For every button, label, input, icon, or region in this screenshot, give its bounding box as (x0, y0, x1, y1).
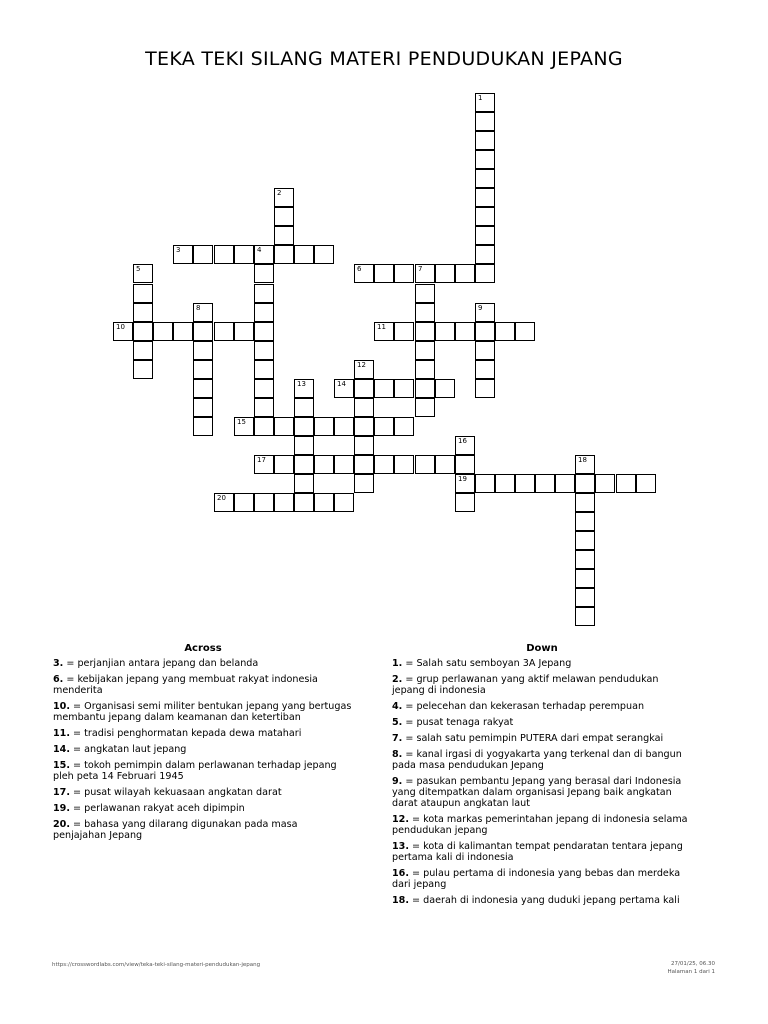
grid-cell[interactable] (334, 417, 354, 436)
grid-cell[interactable] (334, 379, 354, 398)
grid-cell[interactable] (455, 455, 475, 474)
grid-cell[interactable] (435, 379, 455, 398)
grid-cell[interactable] (475, 169, 495, 188)
grid-cell[interactable] (435, 322, 455, 341)
grid-cell[interactable] (274, 455, 294, 474)
grid-cell[interactable] (415, 379, 435, 398)
grid-cell[interactable] (254, 417, 274, 436)
grid-cell[interactable] (354, 436, 374, 455)
across-clue (53, 658, 353, 669)
across-clue (53, 701, 353, 723)
grid-cell[interactable] (575, 588, 595, 607)
grid-cell[interactable] (415, 398, 435, 417)
grid-cell[interactable] (274, 188, 294, 207)
grid-cell[interactable] (374, 455, 394, 474)
grid-cell[interactable] (374, 379, 394, 398)
grid-cell[interactable] (616, 474, 636, 493)
clue-start-number: 5 (136, 265, 141, 273)
grid-cell[interactable] (354, 455, 374, 474)
across-clue (53, 760, 353, 782)
grid-cell[interactable] (133, 341, 153, 360)
grid-cell[interactable] (575, 607, 595, 626)
grid-cell[interactable] (274, 226, 294, 245)
grid-cell[interactable] (354, 379, 374, 398)
footer-meta (630, 960, 715, 976)
clue-number: 11. (53, 728, 70, 739)
grid-cell[interactable] (475, 379, 495, 398)
down-clue (392, 749, 692, 771)
grid-cell[interactable] (475, 131, 495, 150)
clue-number: 4. (392, 701, 403, 712)
grid-cell[interactable] (294, 417, 314, 436)
clue-text: = daerah di indonesia yang duduki jepang pertama kali (409, 895, 680, 906)
grid-cell[interactable] (214, 322, 234, 341)
grid-cell[interactable] (475, 474, 495, 493)
grid-cell[interactable] (234, 493, 254, 512)
across-heading: Across (184, 643, 222, 654)
grid-cell[interactable] (254, 303, 274, 322)
grid-cell[interactable] (475, 150, 495, 169)
across-clue (53, 803, 353, 814)
clue-start-number: 9 (478, 304, 483, 312)
clue-text: = pasukan pembantu Jepang yang berasal dari Indonesia yang ditempatkan dalam organisasi Jepang baik angkatan darat ataupun angkatan laut (392, 776, 682, 809)
down-clue (392, 841, 692, 863)
grid-cell[interactable] (475, 112, 495, 131)
grid-cell[interactable] (394, 417, 414, 436)
clue-start-number: 12 (357, 361, 366, 369)
clue-start-number: 8 (196, 304, 201, 312)
grid-cell[interactable] (475, 226, 495, 245)
grid-cell[interactable] (274, 207, 294, 226)
grid-cell[interactable] (254, 284, 274, 303)
clue-number: 15. (53, 760, 70, 771)
grid-cell[interactable] (254, 360, 274, 379)
grid-cell[interactable] (193, 341, 213, 360)
grid-cell[interactable] (274, 417, 294, 436)
grid-cell[interactable] (535, 474, 555, 493)
clue-text: = tradisi penghormatan kepada dewa matahari (70, 728, 302, 739)
across-clue (53, 674, 353, 696)
clue-start-number: 1 (478, 94, 483, 102)
grid-cell[interactable] (294, 398, 314, 417)
grid-cell[interactable] (254, 398, 274, 417)
clue-text: = pusat tenaga rakyat (402, 717, 514, 728)
down-clue (392, 895, 692, 906)
clue-start-number: 4 (257, 246, 262, 254)
grid-cell[interactable] (193, 417, 213, 436)
grid-cell[interactable] (234, 322, 254, 341)
grid-cell[interactable] (415, 341, 435, 360)
grid-cell[interactable] (575, 531, 595, 550)
grid-cell[interactable] (254, 493, 274, 512)
grid-cell[interactable] (394, 379, 414, 398)
clue-number: 7. (392, 733, 403, 744)
clue-start-number: 14 (337, 380, 346, 388)
grid-cell[interactable] (173, 322, 193, 341)
grid-cell[interactable] (374, 417, 394, 436)
clue-text: = pulau pertama di indonesia yang bebas dan merdeka dari jepang (392, 868, 681, 890)
grid-cell[interactable] (294, 493, 314, 512)
grid-cell[interactable] (415, 322, 435, 341)
grid-cell[interactable] (575, 550, 595, 569)
clue-text: = kota di kalimantan tempat pendaratan tentara jepang pertama kali di indonesia (392, 841, 683, 863)
grid-cell[interactable] (455, 264, 475, 283)
grid-cell[interactable] (193, 379, 213, 398)
grid-cell[interactable] (133, 360, 153, 379)
clue-start-number: 20 (217, 494, 226, 502)
grid-cell[interactable] (475, 264, 495, 283)
clue-number: 1. (392, 658, 403, 669)
clue-text: = grup perlawanan yang aktif melawan pendudukan jepang di indonesia (392, 674, 659, 696)
grid-cell[interactable] (254, 379, 274, 398)
grid-cell[interactable] (415, 455, 435, 474)
grid-cell[interactable] (354, 398, 374, 417)
grid-cell[interactable] (254, 264, 274, 283)
grid-cell[interactable] (193, 303, 213, 322)
grid-cell[interactable] (455, 436, 475, 455)
clue-text: = salah satu pemimpin PUTERA dari empat serangkai (402, 733, 664, 744)
clue-number: 3. (53, 658, 64, 669)
grid-cell[interactable] (475, 93, 495, 112)
grid-cell[interactable] (133, 303, 153, 322)
down-heading: Down (526, 643, 558, 654)
grid-cell[interactable] (374, 322, 394, 341)
clue-number: 12. (392, 814, 409, 825)
grid-cell[interactable] (435, 455, 455, 474)
grid-cell[interactable] (575, 455, 595, 474)
grid-cell[interactable] (214, 245, 234, 264)
grid-cell[interactable] (636, 474, 656, 493)
footer-datetime: 27/01/25, 06.30 (671, 961, 715, 967)
down-clue (392, 701, 692, 712)
down-clues (392, 643, 692, 911)
grid-cell[interactable] (234, 417, 254, 436)
grid-cell[interactable] (294, 474, 314, 493)
grid-cell[interactable] (575, 474, 595, 493)
grid-cell[interactable] (394, 455, 414, 474)
grid-cell[interactable] (354, 264, 374, 283)
grid-cell[interactable] (394, 322, 414, 341)
grid-cell[interactable] (314, 493, 334, 512)
grid-cell[interactable] (475, 322, 495, 341)
grid-cell[interactable] (193, 245, 213, 264)
grid-cell[interactable] (254, 322, 274, 341)
grid-cell[interactable] (274, 493, 294, 512)
clue-start-number: 16 (458, 437, 467, 445)
clue-start-number: 13 (297, 380, 306, 388)
clue-number: 13. (392, 841, 409, 852)
grid-cell[interactable] (455, 474, 475, 493)
grid-cell[interactable] (495, 322, 515, 341)
clue-text: = kota markas pemerintahan jepang di indonesia selama pendudukan jepang (392, 814, 688, 836)
grid-cell[interactable] (314, 417, 334, 436)
clue-text: = angkatan laut jepang (70, 744, 187, 755)
grid-cell[interactable] (294, 245, 314, 264)
grid-cell[interactable] (475, 245, 495, 264)
clue-text: = Organisasi semi militer bentukan jepang yang bertugas membantu jepang dalam keamanan dan ketertiban (53, 701, 352, 723)
grid-cell[interactable] (294, 436, 314, 455)
grid-cell[interactable] (415, 264, 435, 283)
clue-start-number: 15 (237, 418, 246, 426)
across-clues (53, 643, 353, 846)
clue-number: 20. (53, 819, 70, 830)
clue-start-number: 2 (277, 189, 282, 197)
grid-cell[interactable] (475, 360, 495, 379)
across-clue (53, 744, 353, 755)
down-clue (392, 658, 692, 669)
grid-cell[interactable] (455, 493, 475, 512)
clue-start-number: 10 (116, 323, 125, 331)
clue-number: 16. (392, 868, 409, 879)
grid-cell[interactable] (193, 322, 213, 341)
grid-cell[interactable] (214, 493, 234, 512)
grid-cell[interactable] (334, 493, 354, 512)
grid-cell[interactable] (254, 245, 274, 264)
grid-cell[interactable] (415, 303, 435, 322)
down-clue (392, 733, 692, 744)
grid-cell[interactable] (455, 322, 475, 341)
grid-cell[interactable] (254, 455, 274, 474)
clue-start-number: 17 (257, 456, 266, 464)
grid-cell[interactable] (133, 322, 153, 341)
clue-number: 18. (392, 895, 409, 906)
clue-text: = bahasa yang dilarang digunakan pada masa penjajahan Jepang (53, 819, 298, 841)
grid-cell[interactable] (354, 360, 374, 379)
clue-text: = perjanjian antara jepang dan belanda (63, 658, 259, 669)
grid-cell[interactable] (595, 474, 615, 493)
clue-text: = kebijakan jepang yang membuat rakyat indonesia menderita (53, 674, 318, 696)
clue-text: = kanal irgasi di yogyakarta yang terkenal dan di bangun pada masa pendudukan Jepang (392, 749, 682, 771)
page-title: TEKA TEKI SILANG MATERI PENDUDUKAN JEPANG (145, 48, 623, 70)
grid-cell[interactable] (133, 284, 153, 303)
clue-number: 5. (392, 717, 403, 728)
grid-cell[interactable] (173, 245, 193, 264)
clue-text: = pusat wilayah kekuasaan angkatan darat (70, 787, 282, 798)
grid-cell[interactable] (274, 245, 294, 264)
grid-cell[interactable] (575, 512, 595, 531)
clue-number: 6. (53, 674, 64, 685)
clue-number: 19. (53, 803, 70, 814)
down-clue (392, 814, 692, 836)
grid-cell[interactable] (374, 264, 394, 283)
clue-number: 14. (53, 744, 70, 755)
down-clue (392, 776, 692, 809)
grid-cell[interactable] (113, 322, 133, 341)
clue-start-number: 11 (377, 323, 386, 331)
grid-cell[interactable] (314, 245, 334, 264)
clue-start-number: 19 (458, 475, 467, 483)
grid-cell[interactable] (294, 379, 314, 398)
grid-cell[interactable] (415, 284, 435, 303)
grid-cell[interactable] (575, 569, 595, 588)
grid-cell[interactable] (193, 360, 213, 379)
grid-cell[interactable] (475, 341, 495, 360)
grid-cell[interactable] (435, 264, 455, 283)
footer-page: Halaman 1 dari 1 (667, 969, 715, 975)
grid-cell[interactable] (575, 493, 595, 512)
clue-text: = Salah satu semboyan 3A Jepang (402, 658, 572, 669)
grid-cell[interactable] (294, 455, 314, 474)
grid-cell[interactable] (415, 360, 435, 379)
down-clue (392, 717, 692, 728)
grid-cell[interactable] (515, 322, 535, 341)
grid-cell[interactable] (133, 264, 153, 283)
grid-cell[interactable] (495, 474, 515, 493)
clue-start-number: 6 (357, 265, 362, 273)
down-clue (392, 674, 692, 696)
across-clue (53, 787, 353, 798)
grid-cell[interactable] (314, 455, 334, 474)
clue-number: 9. (392, 776, 403, 787)
grid-cell[interactable] (555, 474, 575, 493)
grid-cell[interactable] (354, 417, 374, 436)
clue-start-number: 3 (176, 246, 181, 254)
clue-start-number: 18 (578, 456, 587, 464)
across-clue (53, 728, 353, 739)
across-clue (53, 819, 353, 841)
clue-number: 8. (392, 749, 403, 760)
footer-url: https://crosswordlabs.com/view/teka-teki-silang-materi-pendudukan-jepang (52, 962, 261, 968)
grid-cell[interactable] (334, 455, 354, 474)
grid-cell[interactable] (354, 474, 374, 493)
clue-number: 17. (53, 787, 70, 798)
grid-cell[interactable] (515, 474, 535, 493)
down-clue (392, 868, 692, 890)
clue-text: = tokoh pemimpin dalam perlawanan terhadap jepang pleh peta 14 Februari 1945 (53, 760, 337, 782)
grid-cell[interactable] (234, 245, 254, 264)
clue-text: = perlawanan rakyat aceh dipimpin (70, 803, 245, 814)
grid-cell[interactable] (193, 398, 213, 417)
grid-cell[interactable] (475, 303, 495, 322)
grid-cell[interactable] (153, 322, 173, 341)
clue-text: = pelecehan dan kekerasan terhadap perempuan (402, 701, 645, 712)
clue-start-number: 7 (418, 265, 423, 273)
grid-cell[interactable] (254, 341, 274, 360)
clue-number: 10. (53, 701, 70, 712)
grid-cell[interactable] (475, 207, 495, 226)
clue-number: 2. (392, 674, 403, 685)
grid-cell[interactable] (394, 264, 414, 283)
grid-cell[interactable] (475, 188, 495, 207)
